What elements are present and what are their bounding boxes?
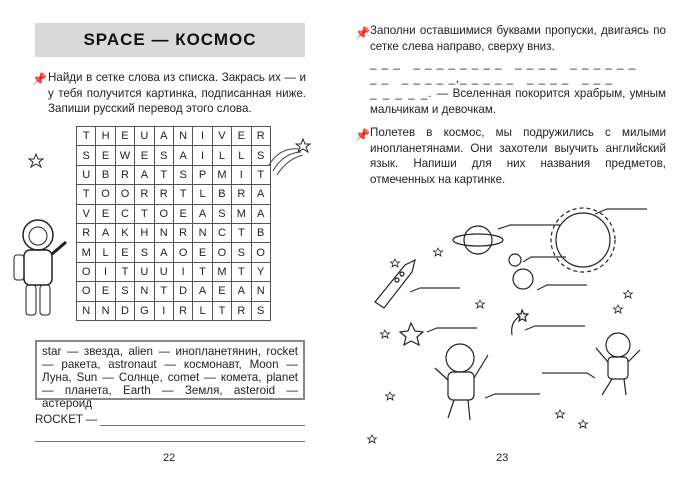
grid-cell[interactable]: I bbox=[193, 127, 212, 146]
grid-cell[interactable]: S bbox=[173, 165, 192, 184]
grid-cell[interactable]: A bbox=[251, 204, 270, 223]
grid-cell[interactable]: O bbox=[96, 185, 115, 204]
grid-cell[interactable]: M bbox=[77, 243, 96, 262]
grid-cell[interactable]: B bbox=[212, 185, 231, 204]
grid-cell[interactable]: N bbox=[154, 223, 173, 242]
grid-cell[interactable]: E bbox=[115, 243, 134, 262]
grid-cell[interactable]: M bbox=[232, 204, 251, 223]
grid-cell[interactable]: I bbox=[232, 165, 251, 184]
grid-row bbox=[77, 282, 271, 301]
grid-row bbox=[77, 301, 271, 320]
word-list-box: star — звезда, alien — инопланетянин, rocket — ракета, astronaut — космонавт, Moon — Луна, Sun — Солнце, comet — комета, planet — планета, Earth — Земля, asteroid — астероид bbox=[35, 340, 305, 400]
dash-line-2[interactable]: _ _ _ _ _ _ _,_ _ _ _ _ _ _ _ _ _ _ _ bbox=[370, 72, 613, 85]
grid-cell[interactable]: H bbox=[96, 127, 115, 146]
grid-cell[interactable]: R bbox=[173, 301, 192, 320]
grid-cell[interactable]: B bbox=[251, 223, 270, 242]
grid-cell[interactable]: D bbox=[173, 282, 192, 301]
grid-cell[interactable]: T bbox=[135, 204, 154, 223]
grid-cell[interactable]: B bbox=[96, 165, 115, 184]
page-number-right: 23 bbox=[496, 452, 509, 464]
page-number-left: 22 bbox=[163, 452, 176, 464]
comet-icon bbox=[512, 310, 528, 335]
grid-cell[interactable]: N bbox=[135, 282, 154, 301]
grid-cell[interactable]: U bbox=[135, 262, 154, 281]
grid-cell[interactable]: S bbox=[154, 146, 173, 165]
grid-cell[interactable]: N bbox=[251, 282, 270, 301]
grid-cell[interactable]: S bbox=[115, 282, 134, 301]
grid-cell[interactable]: A bbox=[193, 204, 212, 223]
grid-cell[interactable]: R bbox=[251, 127, 270, 146]
sentence-end: — Вселенная покорится храбрым, умным мальчикам и девочкам. bbox=[370, 87, 666, 116]
grid-cell[interactable]: T bbox=[115, 262, 134, 281]
grid-cell[interactable]: N bbox=[193, 223, 212, 242]
grid-cell[interactable]: R bbox=[115, 165, 134, 184]
page-title: SPACE — КОСМОС bbox=[35, 23, 305, 57]
grid-cell[interactable]: T bbox=[154, 165, 173, 184]
grid-cell[interactable]: A bbox=[251, 185, 270, 204]
grid-cell[interactable]: O bbox=[77, 262, 96, 281]
grid-cell[interactable]: O bbox=[154, 204, 173, 223]
dash-line-1[interactable]: _ _ _ _ _ _ _ _ _ _ _ _ _ _ _ _ _ _ _ _ _ bbox=[370, 57, 637, 70]
grid-cell[interactable]: T bbox=[212, 301, 231, 320]
grid-cell[interactable]: T bbox=[232, 223, 251, 242]
grid-cell[interactable]: A bbox=[96, 223, 115, 242]
grid-cell[interactable]: O bbox=[173, 243, 192, 262]
grid-cell[interactable]: S bbox=[251, 301, 270, 320]
space-illustration bbox=[360, 190, 670, 450]
grid-cell[interactable]: O bbox=[77, 282, 96, 301]
answer-label: ROCKET — bbox=[35, 414, 98, 426]
grid-cell[interactable]: T bbox=[154, 282, 173, 301]
instruction-right-2: Полетев в космос, мы подружились с милыми инопланетянами. Они захотели выучить английский язык. Напиши для них названия предметов, отмеченных на картинке. bbox=[370, 126, 666, 186]
grid-cell[interactable]: E bbox=[96, 282, 115, 301]
earth-icon bbox=[513, 269, 533, 289]
grid-cell[interactable]: L bbox=[193, 301, 212, 320]
grid-cell[interactable]: E bbox=[96, 146, 115, 165]
grid-cell[interactable]: E bbox=[96, 204, 115, 223]
grid-cell[interactable]: G bbox=[135, 301, 154, 320]
answer-line-2[interactable] bbox=[35, 441, 305, 442]
grid-cell[interactable]: N bbox=[173, 127, 192, 146]
grid-cell[interactable]: L bbox=[212, 146, 231, 165]
grid-cell[interactable]: A bbox=[173, 146, 192, 165]
grid-cell[interactable]: S bbox=[77, 146, 96, 165]
grid-cell[interactable]: A bbox=[232, 282, 251, 301]
grid-cell[interactable]: V bbox=[77, 204, 96, 223]
answer-line[interactable] bbox=[100, 425, 305, 426]
grid-cell[interactable]: R bbox=[232, 301, 251, 320]
grid-cell[interactable]: I bbox=[96, 262, 115, 281]
grid-cell[interactable]: S bbox=[212, 204, 231, 223]
grid-cell[interactable]: E bbox=[232, 127, 251, 146]
dash-line-3[interactable]: _ _ _ _ _. bbox=[370, 87, 433, 100]
word-search-grid bbox=[76, 126, 271, 321]
grid-row bbox=[77, 127, 271, 146]
pin-icon: 📌 bbox=[355, 26, 370, 40]
instruction-left: Найди в сетке слова из списка. Закрась их — и у тебя получится картинка, подписанная ниже. Запиши русский перевод этого слова. bbox=[48, 71, 306, 115]
grid-cell[interactable]: A bbox=[154, 243, 173, 262]
grid-cell[interactable]: U bbox=[77, 165, 96, 184]
grid-cell[interactable]: N bbox=[96, 301, 115, 320]
grid-cell[interactable]: M bbox=[212, 262, 231, 281]
grid-cell[interactable]: R bbox=[232, 185, 251, 204]
pin-icon: 📌 bbox=[355, 128, 370, 142]
shooting-star-icon bbox=[265, 135, 315, 180]
grid-row bbox=[77, 185, 271, 204]
moon-icon bbox=[509, 254, 521, 266]
grid-cell[interactable]: A bbox=[154, 127, 173, 146]
pin-icon: 📌 bbox=[32, 72, 47, 86]
planet-icon bbox=[453, 226, 503, 254]
astronaut-illustration bbox=[8, 150, 78, 325]
instruction-right-1: Заполни оставшимися буквами пропуски, двигаясь по сетке слева направо, сверху вниз. bbox=[370, 24, 666, 53]
grid-cell[interactable]: T bbox=[193, 262, 212, 281]
alien-icon bbox=[596, 333, 640, 395]
grid-cell[interactable]: U bbox=[135, 127, 154, 146]
grid-cell[interactable]: O bbox=[212, 243, 231, 262]
grid-cell[interactable]: U bbox=[154, 262, 173, 281]
grid-cell[interactable]: E bbox=[212, 282, 231, 301]
grid-cell[interactable]: P bbox=[193, 165, 212, 184]
grid-cell[interactable]: D bbox=[115, 301, 134, 320]
grid-row bbox=[77, 146, 271, 165]
grid-cell[interactable]: C bbox=[115, 204, 134, 223]
answer-lines bbox=[410, 209, 647, 398]
grid-cell[interactable]: S bbox=[251, 146, 270, 165]
grid-cell[interactable]: E bbox=[173, 204, 192, 223]
grid-cell[interactable]: O bbox=[115, 185, 134, 204]
grid-row bbox=[77, 165, 271, 184]
grid-cell[interactable]: W bbox=[115, 146, 134, 165]
grid-cell[interactable]: T bbox=[77, 127, 96, 146]
grid-row bbox=[77, 262, 271, 281]
grid-cell[interactable]: L bbox=[96, 243, 115, 262]
sun-icon bbox=[551, 208, 615, 272]
grid-cell[interactable]: S bbox=[135, 243, 154, 262]
grid-cell[interactable]: N bbox=[77, 301, 96, 320]
grid-cell[interactable]: I bbox=[173, 262, 192, 281]
grid-cell[interactable]: R bbox=[173, 223, 192, 242]
grid-row bbox=[77, 243, 271, 262]
grid-cell[interactable]: H bbox=[135, 223, 154, 242]
grid-cell[interactable]: E bbox=[135, 146, 154, 165]
grid-cell[interactable]: A bbox=[135, 165, 154, 184]
grid-cell[interactable]: Y bbox=[251, 262, 270, 281]
grid-cell[interactable]: R bbox=[77, 223, 96, 242]
grid-cell[interactable]: L bbox=[193, 185, 212, 204]
grid-cell[interactable]: A bbox=[193, 282, 212, 301]
grid-cell[interactable]: T bbox=[77, 185, 96, 204]
grid-cell[interactable]: R bbox=[154, 185, 173, 204]
grid-cell[interactable]: L bbox=[232, 146, 251, 165]
grid-cell[interactable]: T bbox=[232, 262, 251, 281]
grid-cell[interactable]: V bbox=[212, 127, 231, 146]
grid-cell[interactable]: T bbox=[251, 165, 270, 184]
grid-row bbox=[77, 204, 271, 223]
grid-cell[interactable]: K bbox=[115, 223, 134, 242]
grid-cell[interactable]: I bbox=[154, 301, 173, 320]
grid-cell[interactable]: C bbox=[212, 223, 231, 242]
grid-cell[interactable]: M bbox=[212, 165, 231, 184]
grid-cell[interactable]: E bbox=[115, 127, 134, 146]
grid-cell[interactable]: R bbox=[135, 185, 154, 204]
grid-cell[interactable]: T bbox=[173, 185, 192, 204]
star-icon bbox=[400, 323, 423, 345]
grid-cell[interactable]: E bbox=[193, 243, 212, 262]
grid-cell[interactable]: I bbox=[193, 146, 212, 165]
rocket-icon bbox=[375, 260, 415, 308]
grid-cell[interactable]: S bbox=[232, 243, 251, 262]
astronaut-icon bbox=[435, 344, 488, 420]
grid-row bbox=[77, 223, 271, 242]
grid-cell[interactable]: O bbox=[251, 243, 270, 262]
